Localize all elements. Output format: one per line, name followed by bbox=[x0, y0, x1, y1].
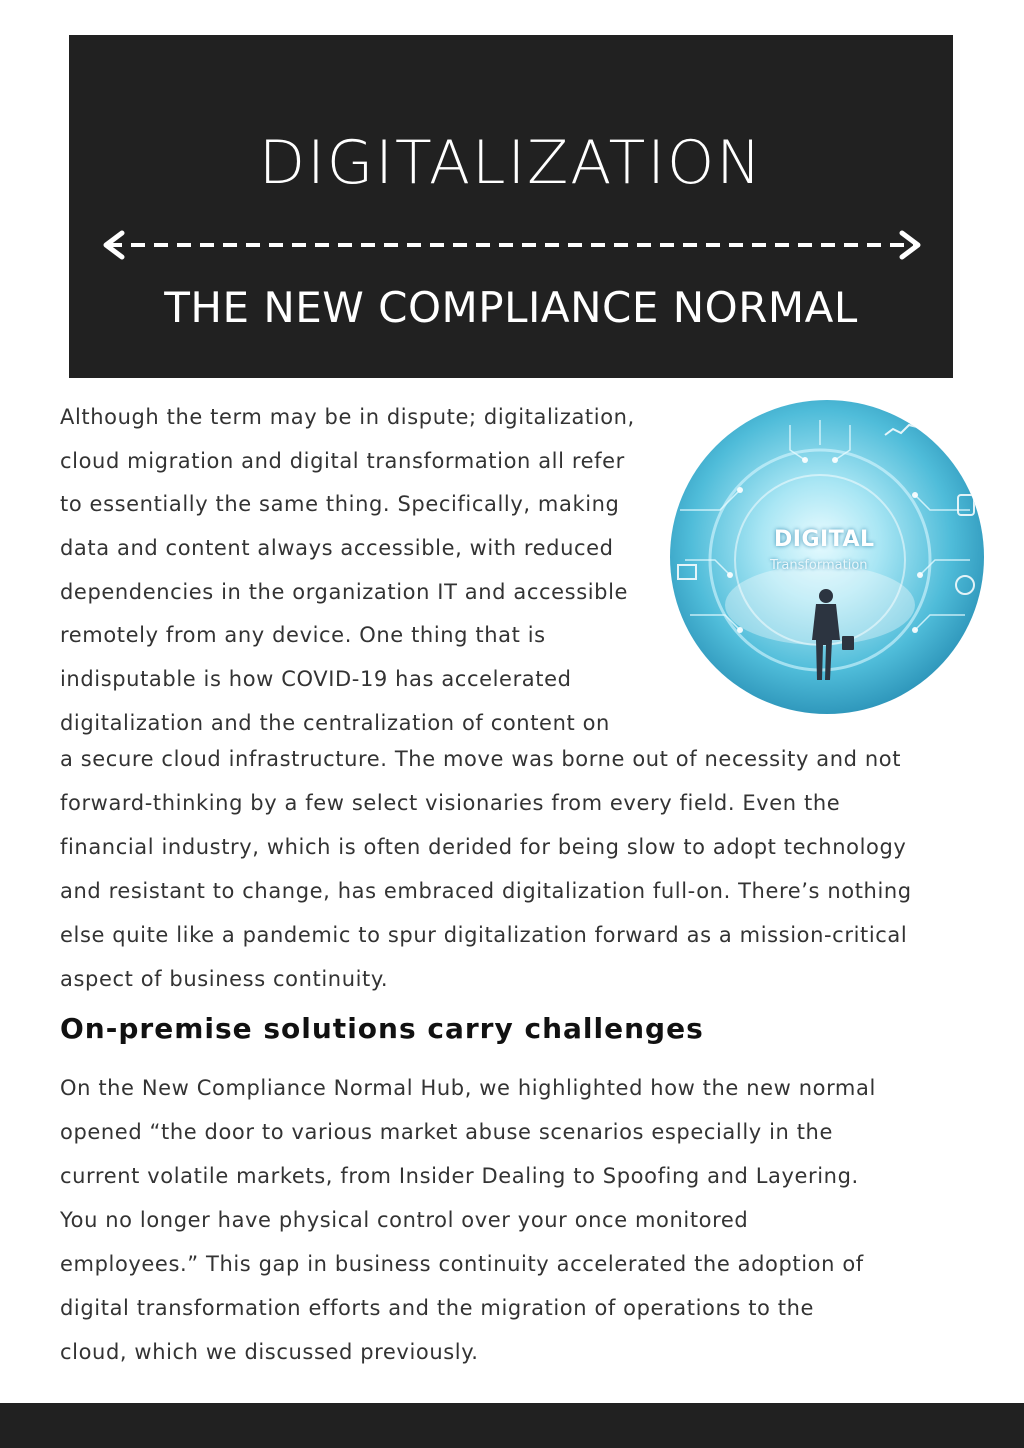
text-line: a secure cloud infrastructure. The move was borne out of necessity and not bbox=[60, 747, 902, 771]
intro-paragraph bbox=[60, 396, 680, 746]
text-line: On the New Compliance Normal Hub, we highlighted how the new normal bbox=[60, 1076, 876, 1100]
text-line: cloud, which we discussed previously. bbox=[60, 1340, 479, 1364]
section-paragraph bbox=[60, 1066, 980, 1374]
circuit-graphic bbox=[670, 400, 984, 714]
text-line: and resistant to change, has embraced digitalization full-on. There’s nothing bbox=[60, 879, 912, 903]
text-line: aspect of business continuity. bbox=[60, 967, 389, 991]
text-line: indisputable is how COVID-19 has accelerated bbox=[60, 667, 572, 692]
banner-title: DIGITALIZATION bbox=[258, 128, 764, 198]
text-line: else quite like a pandemic to spur digitalization forward as a mission-critical bbox=[60, 923, 908, 947]
text-line: forward-thinking by a few select visionaries from every field. Even the bbox=[60, 791, 841, 815]
text-line: digitalization and the centralization of content on bbox=[60, 710, 610, 735]
text-line: financial industry, which is often derided for being slow to adopt technology bbox=[60, 835, 907, 859]
text-line: employees.” This gap in business continuity accelerated the adoption of bbox=[60, 1252, 864, 1276]
text-line: You no longer have physical control over your once monitored bbox=[60, 1208, 749, 1232]
text-line: remotely from any device. One thing that is bbox=[60, 623, 546, 648]
continued-paragraph bbox=[60, 737, 980, 1001]
text-line: to essentially the same thing. Specifically, making bbox=[60, 492, 620, 517]
banner-subtitle: THE NEW COMPLIANCE NORMAL bbox=[164, 283, 858, 332]
image-label-digital: DIGITAL bbox=[774, 527, 875, 552]
text-line: Although the term may be in dispute; digitalization, bbox=[60, 405, 635, 429]
title-banner bbox=[69, 35, 953, 378]
digital-transformation-image bbox=[670, 400, 984, 714]
text-line: digital transformation efforts and the migration of operations to the bbox=[60, 1296, 815, 1320]
text-line: data and content always accessible, with reduced bbox=[60, 536, 614, 561]
text-line: dependencies in the organization IT and accessible bbox=[60, 579, 629, 604]
text-line: opened “the door to various market abuse scenarios especially in the bbox=[60, 1120, 833, 1144]
text-line: current volatile markets, from Insider Dealing to Spoofing and Layering. bbox=[60, 1164, 859, 1188]
text-line: cloud migration and digital transformation all refer bbox=[60, 448, 625, 473]
image-label-transformation: Transformation bbox=[770, 558, 868, 573]
footer-bar bbox=[0, 1403, 1024, 1448]
section-heading: On-premise solutions carry challenges bbox=[60, 1012, 704, 1045]
double-headed-dashed-arrow-icon bbox=[100, 228, 924, 262]
